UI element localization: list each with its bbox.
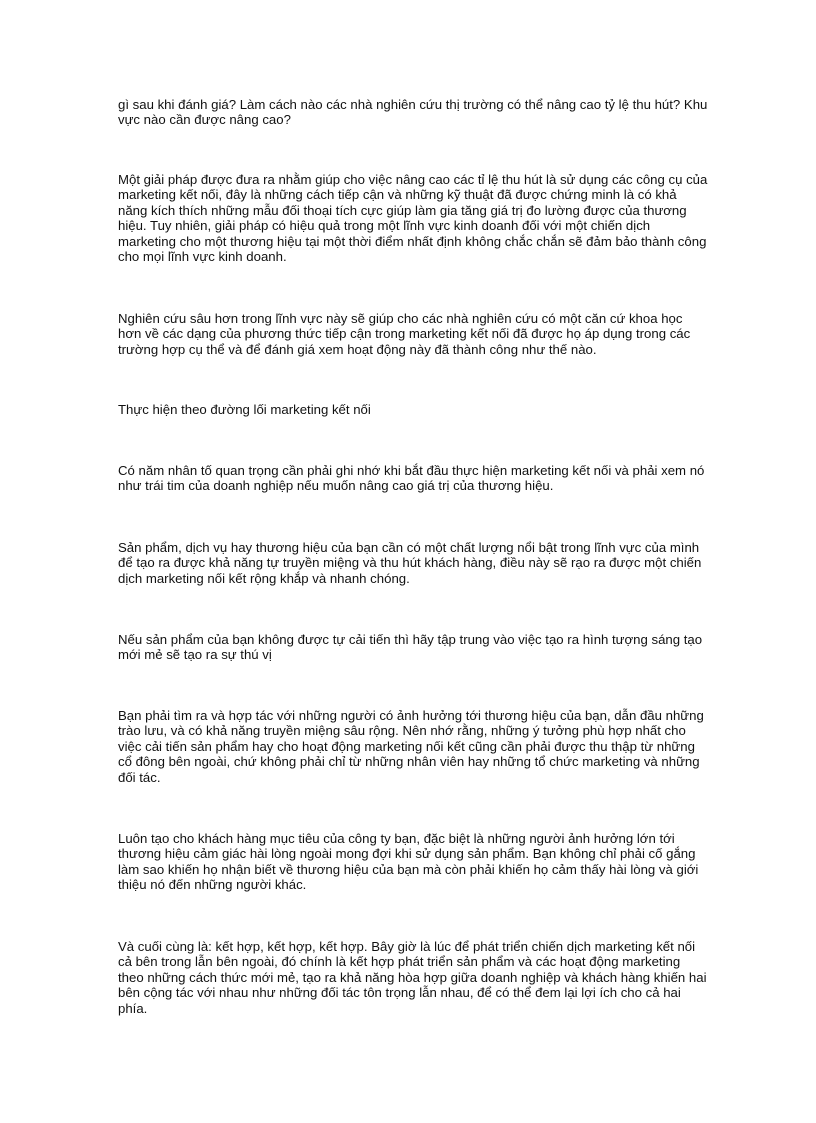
paragraph-10: Và cuối cùng là: kết hợp, kết hợp, kết hợp. Bây giờ là lúc để phát triển chiến dịch marketing kết nối cả bên trong lẫn bên ngoài, đó chính là kết hợp phát triển sản phẩm và các hoạt động marketing theo những cách thức mới mẻ, tạo ra khả năng hòa hợp giữa doanh nghiệp và khách hàng khiến hai bên cộng tác với nhau như những đối tác tôn trọng lẫn nhau, để có thể đem lại lợi ích cho cả hai phía. bbox=[118, 939, 707, 1016]
section-heading: Thực hiện theo đường lối marketing kết nối bbox=[118, 402, 371, 417]
paragraph-5: Có năm nhân tố quan trọng cần phải ghi nhớ khi bắt đầu thực hiện marketing kết nối và phải xem nó như trái tim của doanh nghiệp nếu muốn nâng cao giá trị của thương hiệu. bbox=[118, 463, 705, 494]
paragraph-6: Sản phẩm, dịch vụ hay thương hiệu của bạn cần có một chất lượng nổi bật trong lĩnh vực của mình để tạo ra được khả năng tự truyền miệng và thu hút khách hàng, điều này sẽ rạo ra được một chiến dịch marketing nối kết rộng khắp và nhanh chóng. bbox=[118, 540, 702, 586]
paragraph-8: Bạn phải tìm ra và hợp tác với những người có ảnh hưởng tới thương hiệu của bạn, dẫn đầu những trào lưu, và có khả năng truyền miệng sâu rộng. Nên nhớ rằng, những ý tưởng phù hợp nhất cho việc cải tiến sản phẩm hay cho hoạt động marketing nối kết cũng cần phải được thu thập từ những cổ đông bên ngoài, chứ không phải chỉ từ những nhân viên hay những tổ chức marketing và những đối tác. bbox=[118, 708, 704, 785]
paragraph-2: Một giải pháp được đưa ra nhằm giúp cho việc nâng cao các tỉ lệ thu hút là sử dụng các công cụ của marketing kết nối, đây là những cách tiếp cận và những kỹ thuật đã được chứng minh là có khả năng kích thích những mẫu đối thoại tích cực giúp làm gia tăng giá trị đo lường được của thương hiệu. Tuy nhiên, giải pháp có hiệu quả trong một lĩnh vực kinh doanh đối với một chiến dịch marketing cho một thương hiệu tại một thời điểm nhất định không chắc chắn sẽ đảm bảo thành công cho mọi lĩnh vực kinh doanh. bbox=[118, 172, 708, 265]
paragraph-3: Nghiên cứu sâu hơn trong lĩnh vực này sẽ giúp cho các nhà nghiên cứu có một căn cứ khoa học hơn về các dạng của phương thức tiếp cận trong marketing kết nối đã được họ áp dụng trong các trường hợp cụ thể và để đánh giá xem hoạt động này đã thành công như thế nào. bbox=[118, 311, 691, 357]
paragraph-7: Nếu sản phẩm của bạn không được tự cải tiến thì hãy tập trung vào việc tạo ra hình tượng sáng tạo mới mẻ sẽ tạo ra sự thú vị bbox=[118, 632, 703, 663]
paragraph-1: gì sau khi đánh giá? Làm cách nào các nhà nghiên cứu thị trường có thể nâng cao tỷ lệ thu hút? Khu vực nào cần được nâng cao? bbox=[118, 97, 708, 128]
paragraph-9: Luôn tạo cho khách hàng mục tiêu của công ty bạn, đặc biệt là những người ảnh hưởng lớn tới thương hiệu cảm giác hài lòng ngoài mong đợi khi sử dụng sản phẩm. Bạn không chỉ phải cố gắng làm sao khiến họ nhận biết về thương hiệu của bạn mà còn phải khiến họ cảm thấy hài lòng và giới thiệu nó đến những người khác. bbox=[118, 831, 699, 893]
